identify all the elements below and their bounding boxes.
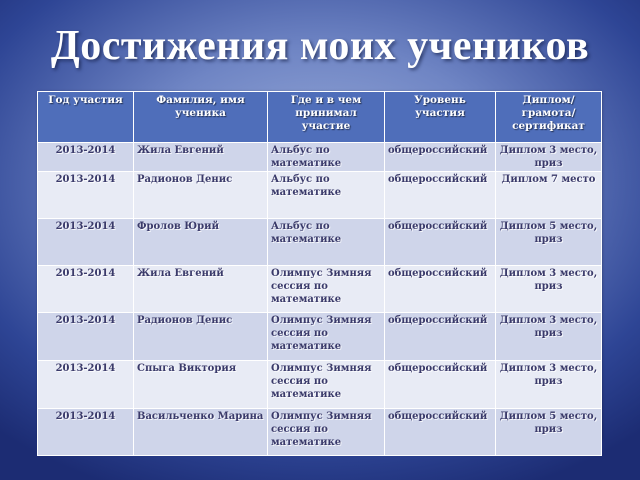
header-year: Год участия [38, 92, 134, 143]
cell-level: общероссийский [385, 172, 496, 219]
cell-event: Олимпус Зимняя сессия по математике [268, 266, 385, 313]
cell-award: Диплом 3 место, приз [496, 361, 602, 409]
cell-event: Альбус по математике [268, 143, 385, 172]
table-row [38, 219, 602, 266]
cell-student-name: Жила Евгений [134, 143, 268, 172]
cell-level: общероссийский [385, 143, 496, 172]
cell-level: общероссийский [385, 409, 496, 456]
cell-event: Олимпус Зимняя сессия по математике [268, 409, 385, 456]
cell-award: Диплом 3 место, приз [496, 313, 602, 361]
cell-award: Диплом 5 место, приз [496, 409, 602, 456]
cell-award: Диплом 3 место, приз [496, 266, 602, 313]
cell-year: 2013-2014 [38, 219, 134, 266]
cell-event: Олимпус Зимняя сессия по математике [268, 361, 385, 409]
table-row [38, 313, 602, 361]
cell-event: Олимпус Зимняя сессия по математике [268, 313, 385, 361]
table-row [38, 143, 602, 172]
cell-year: 2013-2014 [38, 313, 134, 361]
cell-year: 2013-2014 [38, 143, 134, 172]
cell-year: 2013-2014 [38, 172, 134, 219]
cell-level: общероссийский [385, 219, 496, 266]
cell-event: Альбус по математике [268, 219, 385, 266]
cell-student-name: Фролов Юрий [134, 219, 268, 266]
table-row [38, 409, 602, 456]
cell-level: общероссийский [385, 313, 496, 361]
cell-level: общероссийский [385, 361, 496, 409]
cell-student-name: Жила Евгений [134, 266, 268, 313]
table-row [38, 266, 602, 313]
cell-award: Диплом 3 место, приз [496, 143, 602, 172]
cell-year: 2013-2014 [38, 409, 134, 456]
slide-title: Достижения моих учеников [50, 23, 590, 69]
cell-award: Диплом 7 место [496, 172, 602, 219]
achievements-table-container [37, 91, 601, 448]
cell-student-name: Васильченко Марина [134, 409, 268, 456]
cell-year: 2013-2014 [38, 266, 134, 313]
table-row [38, 172, 602, 219]
header-student-name: Фамилия, имя ученика [134, 92, 268, 143]
header-event: Где и в чем принимал участие [268, 92, 385, 143]
cell-level: общероссийский [385, 266, 496, 313]
cell-event: Альбус по математике [268, 172, 385, 219]
table-header-row [38, 92, 602, 143]
cell-year: 2013-2014 [38, 361, 134, 409]
cell-award: Диплом 5 место, приз [496, 219, 602, 266]
cell-student-name: Радионов Денис [134, 313, 268, 361]
table-row [38, 361, 602, 409]
cell-student-name: Радионов Денис [134, 172, 268, 219]
header-level: Уровень участия [385, 92, 496, 143]
header-award: Диплом/ грамота/ сертификат [496, 92, 602, 143]
cell-student-name: Спыга Виктория [134, 361, 268, 409]
achievements-table [37, 91, 602, 456]
